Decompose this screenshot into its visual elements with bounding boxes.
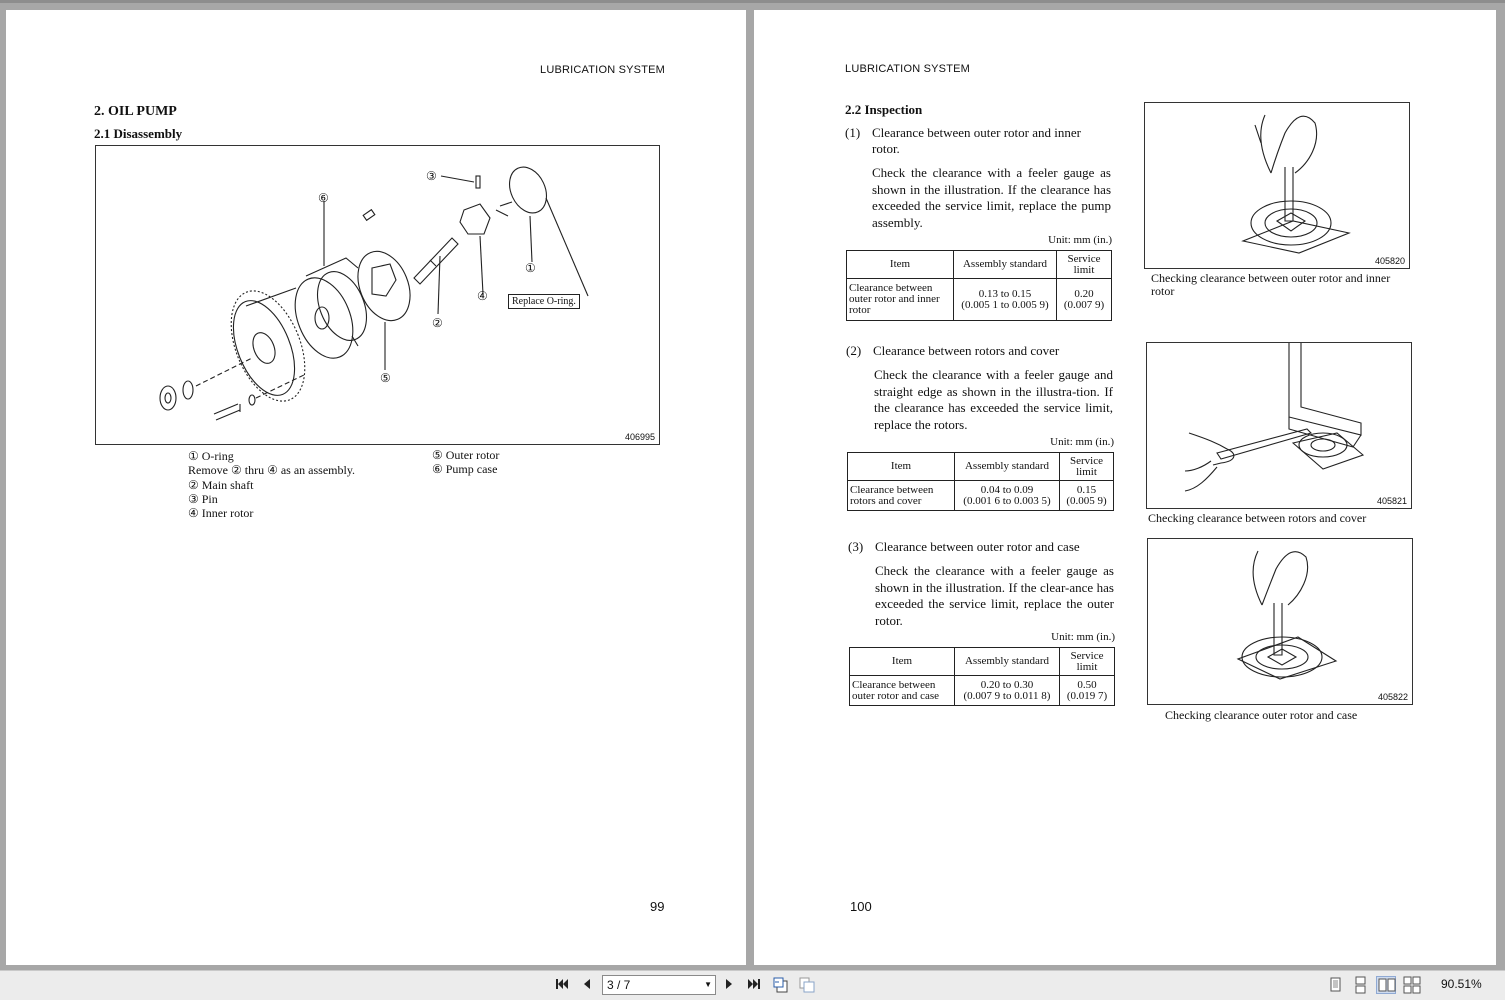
figure-number: 406995 [624, 432, 655, 442]
chevron-down-icon[interactable]: ▼ [704, 980, 712, 989]
continuous-view-icon[interactable] [1350, 976, 1370, 994]
callout-6: ⑥ [318, 191, 329, 205]
viewer-toolbar [0, 970, 1505, 1000]
row-item: Clearance between rotors and cover [848, 481, 955, 511]
section-title: 2. OIL PUMP [94, 104, 177, 119]
subsection-title: 2.2 Inspection [845, 102, 923, 117]
col-item: Item [847, 251, 954, 279]
unit-label: Unit: mm (in.) [1050, 436, 1114, 448]
legend-left [188, 449, 355, 520]
callout-2: ② [432, 316, 443, 330]
item-title-line2: rotor. [872, 141, 900, 156]
figure-caption: Checking clearance between outer rotor and inner rotor [1151, 271, 1391, 298]
item-title-line1: Clearance between outer rotor and inner [872, 125, 1081, 140]
col-standard: Assembly standard [955, 453, 1060, 481]
row-item: Clearance between outer rotor and case [850, 676, 955, 706]
spec-table-3 [849, 647, 1115, 706]
spec-table-1 [846, 250, 1112, 321]
item-number: (1) [845, 125, 861, 140]
standard-mm: 0.13 to 0.15 [978, 287, 1032, 300]
unit-label: Unit: mm (in.) [1048, 234, 1112, 246]
item-title: Clearance between rotors and cover [873, 343, 1060, 358]
row-limit [1060, 676, 1115, 706]
page-select[interactable] [602, 975, 716, 995]
col-standard: Assembly standard [954, 251, 1057, 279]
limit-mm: 0.20 [1074, 287, 1094, 300]
legend-item: ⑥ Pump case [432, 462, 498, 477]
callout-3: ③ [426, 169, 437, 183]
window-top-strip [0, 0, 1505, 3]
limit-in: (0.007 9) [1063, 298, 1105, 311]
figure-caption: Checking clearance outer rotor and case [1165, 708, 1358, 722]
legend-item: Remove ② thru ④ as an assembly. [188, 463, 356, 478]
standard-mm: 0.04 to 0.09 [980, 483, 1034, 496]
figure-405821 [1146, 342, 1412, 509]
facing-pages-view-icon[interactable] [1376, 976, 1396, 994]
single-page-view-icon[interactable] [1325, 976, 1345, 994]
standard-in: (0.001 6 to 0.003 5) [963, 494, 1051, 507]
left-page [6, 10, 746, 965]
callout-4: ④ [477, 289, 488, 303]
col-item: Item [850, 648, 955, 676]
col-standard: Assembly standard [955, 648, 1060, 676]
legend-item: ④ Inner rotor [188, 506, 254, 521]
right-page [754, 10, 1496, 965]
limit-in: (0.019 7) [1066, 689, 1108, 702]
callout-5: ⑤ [380, 371, 391, 385]
legend-item: ⑤ Outer rotor [432, 448, 500, 462]
col-item: Item [848, 453, 955, 481]
subsection-title: 2.1 Disassembly [94, 126, 183, 141]
row-limit [1060, 481, 1114, 511]
replace-oring-note: Replace O-ring. [508, 294, 580, 309]
limit-mm: 0.15 [1076, 483, 1097, 496]
next-page-icon[interactable] [722, 977, 736, 993]
zoom-level[interactable]: 90.51% [1441, 977, 1482, 991]
inspection-item-1-text: Check the clearance with a feeler gauge as shown in the illustration. If the clearance has exceeded the service limit, replace the pump assembly. [872, 165, 1111, 230]
limit-mm: 0.50 [1077, 678, 1097, 691]
limit-in: (0.005 9) [1066, 494, 1107, 507]
row-standard [955, 676, 1060, 706]
inspection-item-3-title [848, 539, 1118, 556]
item-title: Clearance between outer rotor and case [875, 539, 1080, 554]
inspection-item-3-text: Check the clearance with a feeler gauge as shown in the illustration. If the clear-ance has exceeded the service limit, replace the outer rotor. [875, 563, 1114, 628]
col-limit: Service limit [1060, 453, 1114, 481]
legend-item: ① O-ring [188, 449, 234, 463]
page-value: 3 / 7 [607, 978, 631, 992]
page-header: LUBRICATION SYSTEM [540, 64, 666, 76]
previous-page-icon[interactable] [580, 977, 594, 993]
figure-number: 405820 [1374, 256, 1405, 266]
legend-right [432, 448, 499, 477]
figure-number: 405822 [1377, 692, 1408, 702]
straight-edge-drawing [1147, 343, 1411, 508]
outer-rotor-case-drawing [1148, 539, 1412, 704]
inspection-item-2-text: Check the clearance with a feeler gauge and straight edge as shown in the illustra-tion. If the clearance has exceeded the service limit, replace the rotors. [874, 367, 1113, 432]
first-page-icon[interactable] [554, 977, 570, 993]
last-page-icon[interactable] [746, 977, 762, 993]
oil-pump-exploded-figure [95, 145, 660, 445]
figure-405822 [1147, 538, 1413, 705]
page-number: 100 [850, 899, 872, 914]
standard-mm: 0.20 to 0.30 [980, 678, 1034, 691]
figure-405820 [1144, 102, 1410, 269]
page-number: 99 [650, 899, 665, 914]
row-limit [1057, 279, 1112, 321]
standard-in: (0.007 9 to 0.011 8) [963, 689, 1051, 702]
unit-label: Unit: mm (in.) [1051, 631, 1115, 643]
figure-caption: Checking clearance between rotors and cover [1148, 511, 1367, 525]
standard-in: (0.005 1 to 0.005 9) [961, 298, 1049, 311]
legend-item: ② Main shaft [188, 477, 254, 492]
spec-table-2 [847, 452, 1114, 511]
legend-item: ③ Pin [188, 491, 218, 506]
continuous-facing-view-icon[interactable] [1402, 976, 1422, 994]
rotate-icon[interactable] [772, 977, 790, 993]
inspection-item-1-title [845, 125, 1115, 156]
item-number: (2) [846, 343, 862, 358]
inspection-item-2-title [846, 343, 1116, 360]
feeler-gauge-drawing [1145, 103, 1409, 268]
row-item: Clearance between outer rotor and inner rotor [847, 279, 954, 321]
item-number: (3) [848, 539, 864, 554]
col-limit: Service limit [1060, 648, 1115, 676]
figure-number: 405821 [1376, 496, 1407, 506]
row-standard [954, 279, 1057, 321]
col-limit: Service limit [1057, 251, 1112, 279]
callout-1: ① [525, 261, 536, 275]
page-header: LUBRICATION SYSTEM [845, 63, 971, 75]
copy-page-icon[interactable] [798, 977, 816, 993]
row-standard [955, 481, 1060, 511]
